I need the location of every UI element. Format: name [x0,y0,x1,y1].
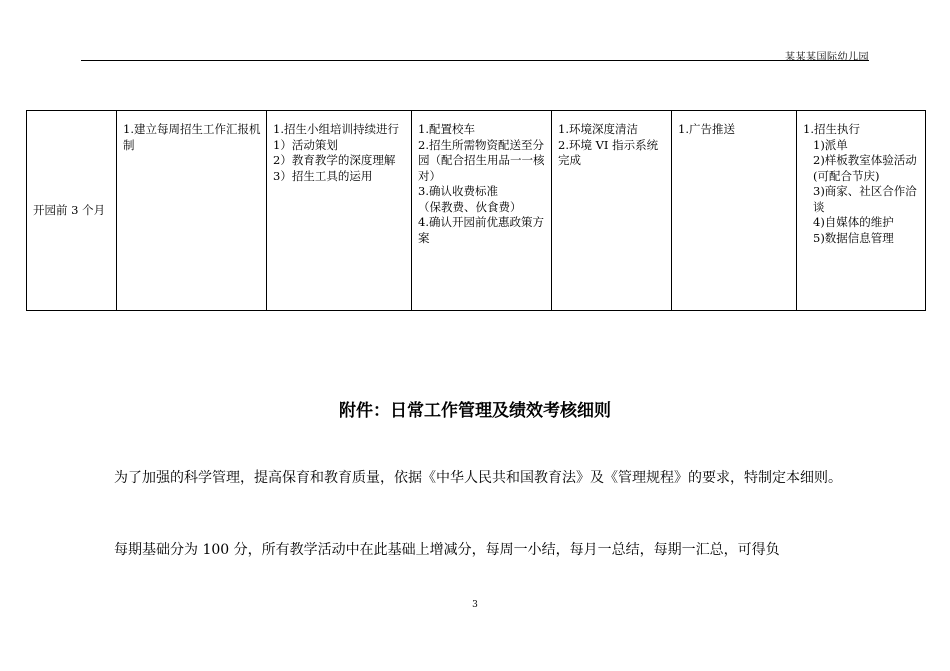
cell-line: 3)商家、社区合作洽谈 [813,184,917,214]
stage-cell [27,111,117,311]
body-paragraph: 为了加强的科学管理，提高保育和教育质量，依据《中华人民共和国教育法》及《管理规程》的要求，特制定本细则。 [114,470,842,486]
cell-line: 3）招生工具的运用 [273,168,373,183]
stage-label: 开园前 3 个月 [33,202,106,217]
body-paragraph: 每期基础分为 100 分，所有教学活动中在此基础上增减分，每周一小结，每月一总结，每期一汇总，可得负 [114,542,780,558]
page-number: 3 [472,600,478,610]
table-cell-reporting [117,111,267,311]
table-cell-advertising [672,111,797,311]
cell-line: 1.配置校车 [418,122,475,136]
table-cell-logistics [412,111,552,311]
cell-line: 2.招生所需物资配送至分园（配合招生用品一一核对） [418,137,545,183]
cell-line: （保教费、伙食费） [418,199,522,214]
cell-line: 1.建立每周招生工作汇报机制 [123,122,261,152]
table-row [27,111,926,311]
cell-line: 5)数据信息管理 [813,230,894,245]
cell-line: 1.招生小组培训持续进行 [273,122,399,136]
cell-line: 4)自媒体的维护 [813,215,894,229]
cell-line: 1.环境深度清洁 [558,122,638,136]
cell-line: 2.环境 VI 指示系统完成 [558,137,659,167]
cell-line: 3.确认收费标准 [418,184,498,198]
enrollment-plan-table [26,110,926,311]
cell-line: 4.确认开园前优惠政策方案 [418,215,544,245]
cell-line: 1.广告推送 [678,122,735,136]
cell-line: 1)派单 [813,137,848,152]
cell-line: 1.招生执行 [803,122,860,136]
cell-line: 2）教育教学的深度理解 [273,153,396,167]
table-cell-execution [797,111,926,311]
cell-line: 2)样板教室体验活动(可配合节庆) [813,153,917,183]
header-org-name: 某某某国际幼儿园 [785,52,869,63]
header-divider [81,60,869,61]
document-title: 附件：日常工作管理及绩效考核细则 [339,401,611,421]
cell-line: 1）活动策划 [273,137,338,152]
table-cell-training [267,111,412,311]
table-cell-environment [552,111,672,311]
